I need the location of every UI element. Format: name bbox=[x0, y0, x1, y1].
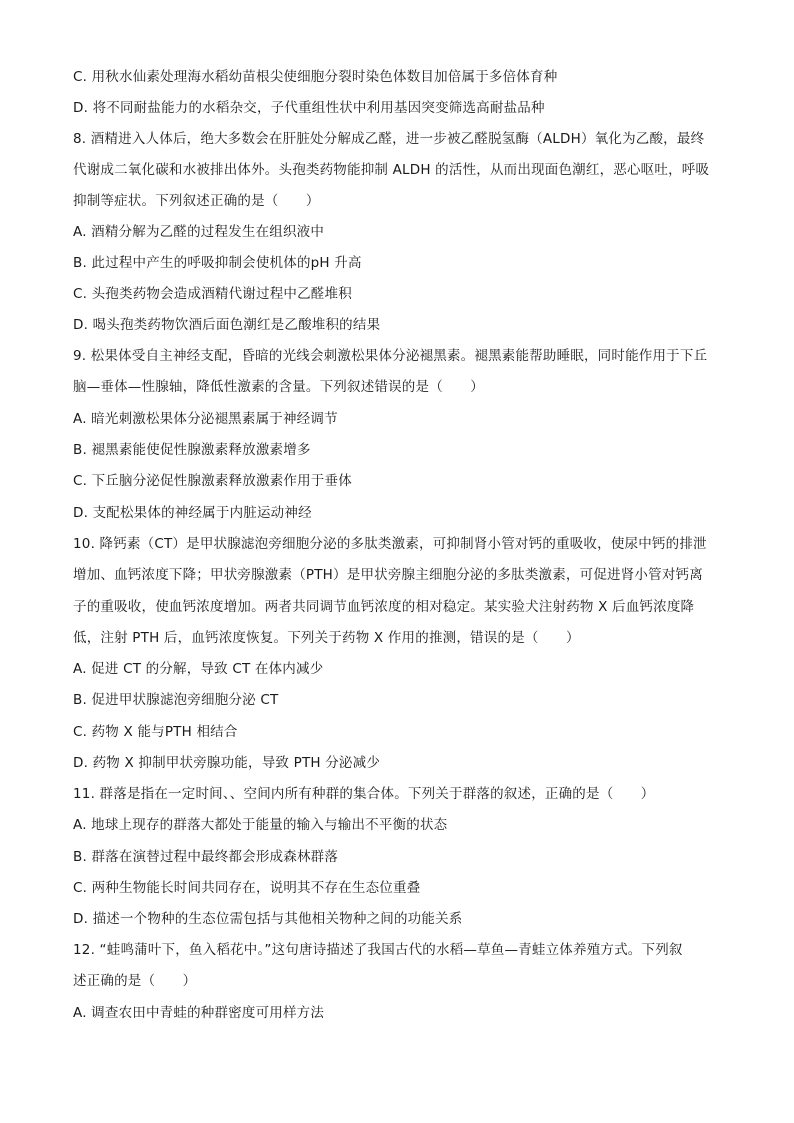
text-line: 脑—垂体—性腺轴，降低性激素的含量。下列叙述错误的是（ ） bbox=[73, 379, 484, 395]
text-line: 代谢成二氧化碳和水被排出体外。头孢类药物能抑制 ALDH 的活性，从而出现面色潮红，恶心呕吐，呼吸 bbox=[73, 162, 710, 178]
text-line: 述正确的是（ ） bbox=[73, 973, 197, 989]
option-c: C. 下丘脑分泌促性腺激素释放激素作用于垂体 bbox=[73, 473, 352, 489]
option-c: C. 两种生物能长时间共同存在，说明其不存在生态位重叠 bbox=[73, 880, 421, 896]
question-9-stem: 9. 松果体受自主神经支配，昏暗的光线会刺激松果体分泌褪黑素。褪黑素能帮助睡眠，同时能作用于下丘 bbox=[73, 348, 708, 364]
option-b: B. 群落在演替过程中最终都会形成森林群落 bbox=[73, 849, 339, 865]
option-a: A. 地球上现存的群落大都处于能量的输入与输出不平衡的状态 bbox=[73, 817, 448, 833]
text-line: 增加、血钙浓度下降；甲状旁腺激素（PTH）是甲状旁腺主细胞分泌的多肽类激素，可促进肾小管对钙离 bbox=[73, 567, 703, 583]
question-12-stem: 12. “蛙鸣蒲叶下，鱼入稻花中。”这句唐诗描述了我国古代的水稻—草鱼—青蛙立体养殖方式。下列叙 bbox=[73, 942, 683, 958]
option-b: B. 褪黑素能使促性腺激素释放激素增多 bbox=[73, 442, 311, 458]
option-d: D. 描述一个物种的生态位需包括与其他相关物种之间的功能关系 bbox=[73, 911, 463, 927]
option-c: C. 药物 X 能与PTH 相结合 bbox=[73, 724, 238, 740]
text-line: 低，注射 PTH 后，血钙浓度恢复。下列关于药物 X 作用的推测，错误的是（ ） bbox=[73, 630, 580, 646]
option-a: A. 酒精分解为乙醛的过程发生在组织液中 bbox=[73, 224, 325, 240]
option-d: D. 支配松果体的神经属于内脏运动神经 bbox=[73, 505, 312, 521]
text-line: D. 将不同耐盐能力的水稻杂交，子代重组性状中利用基因突变筛选高耐盐品种 bbox=[73, 100, 545, 116]
option-b: B. 此过程中产生的呼吸抑制会使机体的pH 升高 bbox=[73, 255, 362, 271]
text-line: 抑制等症状。下列叙述正确的是（ ） bbox=[73, 193, 320, 209]
option-b: B. 促进甲状腺滤泡旁细胞分泌 CT bbox=[73, 692, 279, 708]
option-c: C. 头孢类药物会造成酒精代谢过程中乙醛堆积 bbox=[73, 286, 352, 302]
option-d: D. 喝头孢类药物饮酒后面色潮红是乙酸堆积的结果 bbox=[73, 317, 381, 333]
question-10-stem: 10. 降钙素（CT）是甲状腺滤泡旁细胞分泌的多肽类激素，可抑制肾小管对钙的重吸收，使尿中钙的排泄 bbox=[73, 536, 707, 552]
option-a: A. 暗光刺激松果体分泌褪黑素属于神经调节 bbox=[73, 411, 338, 427]
option-a: A. 促进 CT 的分解，导致 CT 在体内减少 bbox=[73, 661, 324, 677]
option-a: A. 调查农田中青蛙的种群密度可用样方法 bbox=[73, 1005, 325, 1021]
text-line: 子的重吸收，使血钙浓度增加。两者共同调节血钙浓度的相对稳定。某实验犬注射药物 X 后血钙浓度降 bbox=[73, 599, 695, 615]
text-line: C. 用秋水仙素处理海水稻幼苗根尖使细胞分裂时染色体数目加倍属于多倍体育种 bbox=[73, 69, 558, 85]
option-d: D. 药物 X 抑制甲状旁腺功能，导致 PTH 分泌减少 bbox=[73, 755, 381, 771]
question-8-stem: 8. 酒精进入人体后，绝大多数会在肝脏处分解成乙醛，进一步被乙醛脱氢酶（ALDH）氧化为乙酸，最终 bbox=[73, 131, 705, 147]
question-11-stem: 11. 群落是指在一定时间、、空间内所有种群的集合体。下列关于群落的叙述，正确的是（ ） bbox=[73, 786, 655, 802]
